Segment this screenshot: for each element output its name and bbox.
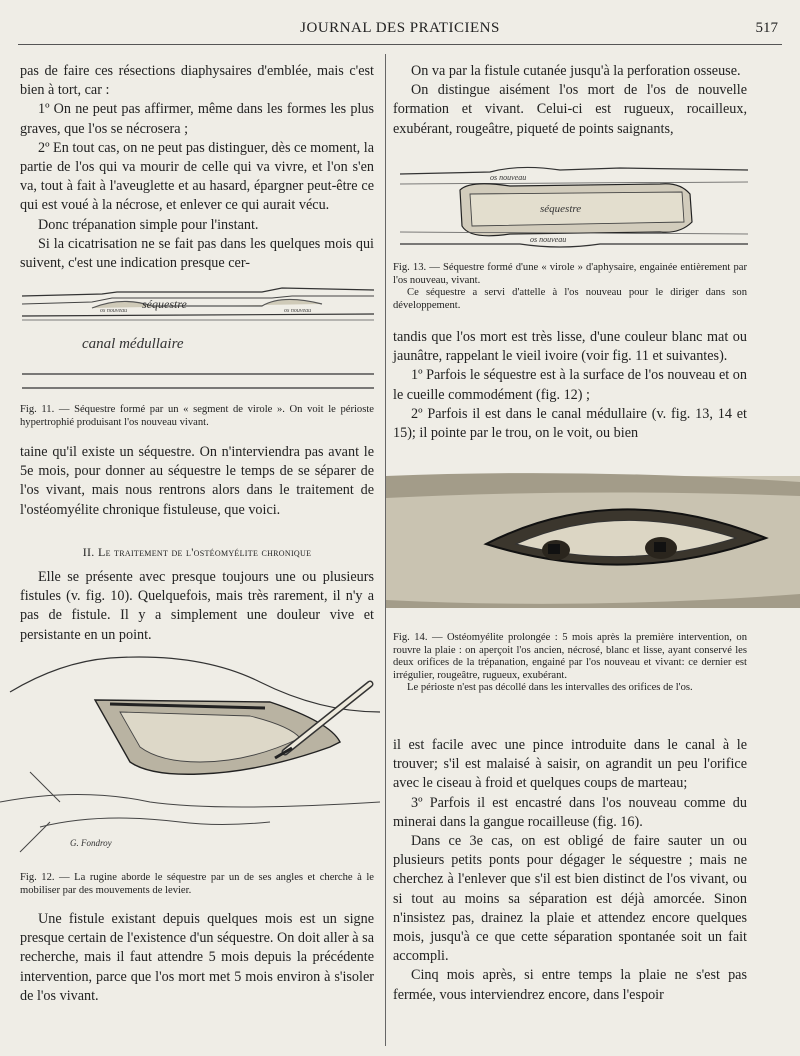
paragraph: On va par la fistule cutanée jusqu'à la perforation osseuse. — [411, 63, 741, 79]
label-sequestre: séquestre — [540, 203, 582, 215]
caption-text: Le périoste n'est pas décollé dans les intervalles des orifices de l'os. — [407, 682, 693, 694]
illustrator-signature: G. Fondroy — [70, 838, 112, 848]
left-text-top — [20, 62, 374, 273]
label-sequestre: séquestre — [142, 297, 187, 311]
paragraph: tandis que l'os mort est très lisse, d'une couleur blanc mat ou jaunâtre, rappelant le vieil ivoire (voir fig. 11 et suivantes). — [393, 329, 747, 365]
figure-14-osteomyelitis-illustration — [386, 468, 800, 628]
figure-12-rugine-illustration — [0, 652, 380, 867]
paragraph: On distingue aisément l'os mort de l'os de nouvelle formation et vivant. Celui-ci est rugueux, rocailleux, exubérant, rougeâtre, piqueté de points saignants, — [393, 82, 747, 137]
caption-text: Fig. 11. — Séquestre formé par un « segment de virole ». On voit le périoste hypertrophié produisant l'os nouveau vivant. — [20, 404, 374, 428]
paragraph: pas de faire ces résections diaphysaires d'emblée, mais c'est bien à tort, car : — [20, 63, 374, 99]
paragraph: 2º En tout cas, on ne peut pas distinguer, dès ce moment, la partie de l'os qui va mourir de celle qui va vivre, et l'on s'en va, tout à fait à l'aveuglette et au hasard, épargner peut-être ce qui est voué à la nécrose, et enlever ce qui aurait vécu. — [20, 139, 374, 214]
paragraph: Une fistule existant depuis quelques mois est un signe presque certain de l'existence d'un séquestre. On doit aller à sa recherche, mais il faut attendre 5 mois depuis la précédente intervention, parce que l'os mort met 5 mois environ à s'isoler de l'os vivant. — [20, 911, 374, 1004]
paragraph: 1º On ne peut pas affirmer, même dans les formes les plus graves, que l'os se nécrosera ; — [20, 101, 374, 137]
caption-text: Fig. 14. — Ostéomyélite prolongée : 5 mois après la première intervention, on rouvre la plaie : on aperçoit l'os ancien, nécrosé, blanc et lisse, ayant conservé les deux orifices de la trépanation, engainé par l'os nouveau et vivant: ce dernier est irrégulier, rougeâtre, rugueux, exubérant. — [393, 632, 747, 681]
page-header — [18, 14, 782, 45]
paragraph: Dans ce 3e cas, on est obligé de faire sauter un ou plusieurs petits ponts pour dégager le séquestre ; mais ne cherchez à l'enlever que s'il est bien distinct de l'os vivant, ou si tout au moins sa séparation est déjà amorcée. Sinon n'insistez pas, drainez la plaie et attendez encore quelques mois, jusqu'à ce que cette séparation spontanée soit un fait accompli. — [393, 833, 747, 965]
heading-text: Le traitement de l'ostéomyélite chronique — [97, 545, 312, 559]
paragraph: taine qu'il existe un séquestre. On n'interviendra pas avant le 5e mois, pour donner au séquestre le temps de se séparer de l'os vivant, mais nous rentrons alors dans le traitement de l'ostéomyélite chronique fistuleuse, que voici. — [20, 444, 374, 518]
label-os-nouveau-right: os nouveau — [284, 308, 312, 314]
figure-11-sequestrum-diagram — [22, 282, 374, 400]
right-text-top — [393, 62, 747, 139]
label-os-nouveau-left: os nouveau — [100, 308, 128, 314]
paragraph: il est facile avec une pince introduite dans le canal à le trouver; s'il est malaisé à saisir, on agrandit un peu l'orifice avec le ciseau à froid et quelques coups de marteau; — [393, 737, 747, 792]
paragraph: Cinq mois après, si entre temps la plaie ne s'est pas fermée, vous interviendrez encore, dans l'espoir — [393, 967, 747, 1003]
left-text-bottom — [20, 910, 374, 1006]
label-canal-medullaire: canal médullaire — [82, 336, 184, 352]
left-text-mid — [20, 443, 374, 520]
caption-text: Fig. 12. — La rugine aborde le séquestre par un de ses angles et cherche à le mobiliser par des mouvements de levier. — [20, 872, 374, 896]
label-os-nouveau-top: os nouveau — [490, 173, 527, 182]
paragraph: 3º Parfois il est encastré dans l'os nouveau comme du minerai dans la gangue rocailleuse (fig. 16). — [393, 794, 747, 830]
paragraph: Elle se présente avec presque toujours une ou plusieurs fistules (v. fig. 10). Quelquefois, mais très rarement, il n'y a pas de fistule. Il y a simplement une douleur vive et persistante en un point. — [20, 569, 374, 643]
figure-13-caption — [393, 262, 747, 312]
paragraph: 1º Parfois le séquestre est à la surface de l'os nouveau et on le cueille commodément (fig. 12) ; — [393, 367, 747, 403]
right-text-bottom — [393, 736, 747, 1005]
paragraph: Si la cicatrisation ne se fait pas dans les quelques mois qui suivent, c'est une indication presque cer- — [20, 235, 374, 272]
figure-12-caption — [20, 872, 374, 897]
label-os-nouveau-bottom: os nouveau — [530, 235, 567, 244]
paragraph: Donc trépanation simple pour l'instant. — [38, 216, 259, 233]
figure-13-sequestrum-diagram — [400, 160, 748, 255]
caption-text: Fig. 13. — Séquestre formé d'une « virole » d'aphysaire, engainée entièrement par l'os nouveau, vivant. — [393, 262, 747, 286]
right-text-mid — [393, 328, 747, 443]
paragraph: 2º Parfois il est dans le canal médullaire (v. fig. 13, 14 et 15); il pointe par le trou, on le voit, ou bien — [393, 405, 747, 442]
journal-title: JOURNAL DES PRATICIENS — [300, 20, 500, 36]
figure-14-caption — [393, 632, 747, 695]
page-number: 517 — [755, 20, 778, 36]
caption-text: Ce séquestre a servi d'attelle à l'os nouveau pour le diriger dans son développement. — [393, 287, 747, 311]
heading-number: II. — [82, 545, 95, 559]
section-heading — [20, 545, 374, 560]
left-text-section2 — [20, 568, 374, 645]
figure-11-caption — [20, 404, 374, 429]
